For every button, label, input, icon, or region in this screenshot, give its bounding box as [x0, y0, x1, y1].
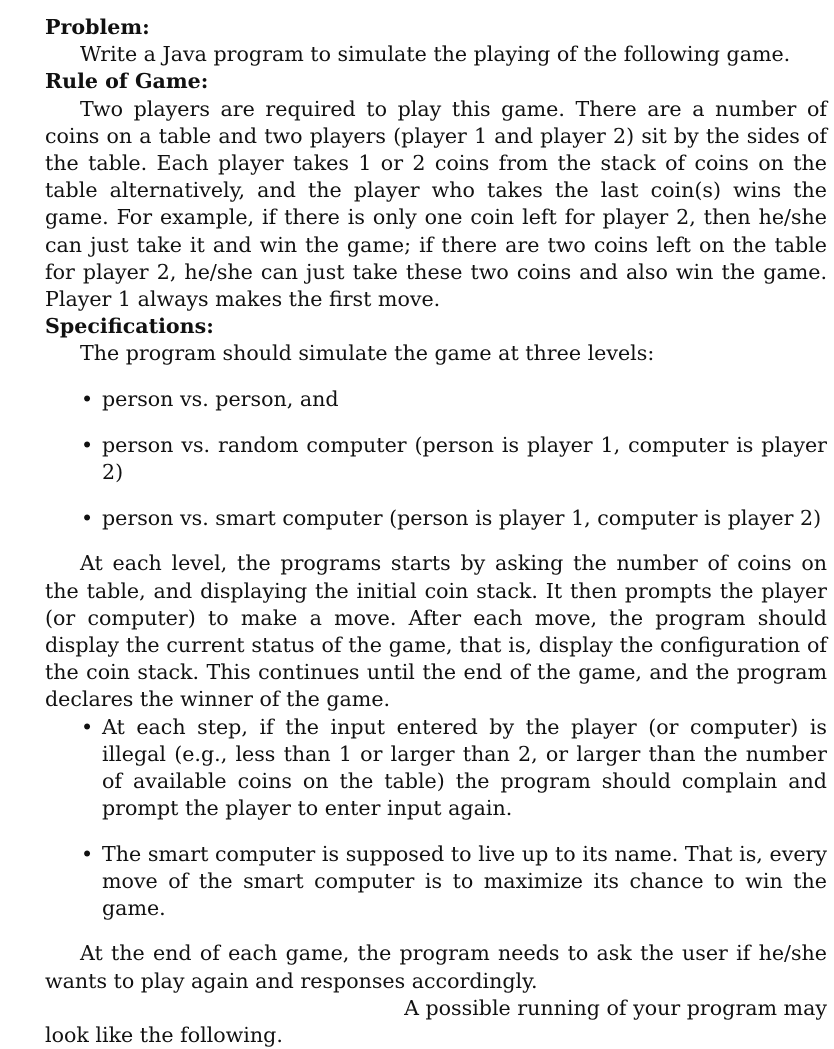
bullet-icon: •: [81, 386, 94, 411]
running-line-2: look like the following.: [45, 1023, 283, 1048]
rules-heading: Rule of Game:: [45, 69, 209, 94]
level-text: person vs. smart computer (person is player 1, computer is player 2): [102, 505, 822, 530]
condition-text: At each step, if the input entered by the player (or computer) is illegal (e.g., less than 1 or larger than 2, or larger than the number of available coins on the table) the program should complain and prompt the player to enter input again.: [102, 714, 827, 821]
bullet-icon: •: [81, 841, 94, 866]
condition-text: The smart computer is supposed to live up to its name. That is, every move of the smart computer is to maximize its chance to win the game.: [102, 841, 827, 920]
bullet-icon: •: [81, 714, 94, 739]
list-item: [45, 505, 827, 532]
list-item: [45, 714, 827, 823]
level-text: person vs. random computer (person is player 1, computer is player 2): [102, 432, 827, 485]
problem-text: Write a Java program to simulate the playing of the following game.: [80, 42, 791, 67]
level-description: At each level, the programs starts by asking the number of coins on the table, and displaying the initial coin stack. It then prompts the player (or computer) to make a move. After each move, the program should display the current status of the game, that is, display the configuration of the coin stack. This continues until the end of the game, and the program declares the winner of the game.: [45, 551, 827, 712]
level-text: person vs. person, and: [102, 386, 339, 411]
document-page: [45, 14, 827, 1049]
list-item: [45, 386, 827, 413]
closing-paragraph: At the end of each game, the program needs to ask the user if he/she wants to play again and responses accordingly.: [45, 941, 827, 993]
bullet-icon: •: [81, 432, 94, 457]
levels-list: [45, 386, 827, 532]
specifications-intro: The program should simulate the game at three levels:: [80, 341, 655, 366]
bullet-icon: •: [81, 505, 94, 530]
list-item: [45, 841, 827, 923]
running-line-1: A possible running of your program may: [404, 995, 827, 1020]
list-item: [45, 432, 827, 486]
rules-text: Two players are required to play this game. There are a number of coins on a table and two players (player 1 and player 2) sit by the sides of the table. Each player takes 1 or 2 coins from the stack of coins on the table alternatively, and the player who takes the last coin(s) wins the game. For example, if there is only one coin left for player 2, then he/she can just take it and win the game; if there are two coins left on the table for player 2, he/she can just take these two coins and also win the game. Player 1 always makes the first move.: [45, 96, 827, 312]
conditions-list: [45, 714, 827, 923]
specifications-heading: Specifications:: [45, 314, 214, 339]
problem-heading: Problem:: [45, 15, 150, 39]
